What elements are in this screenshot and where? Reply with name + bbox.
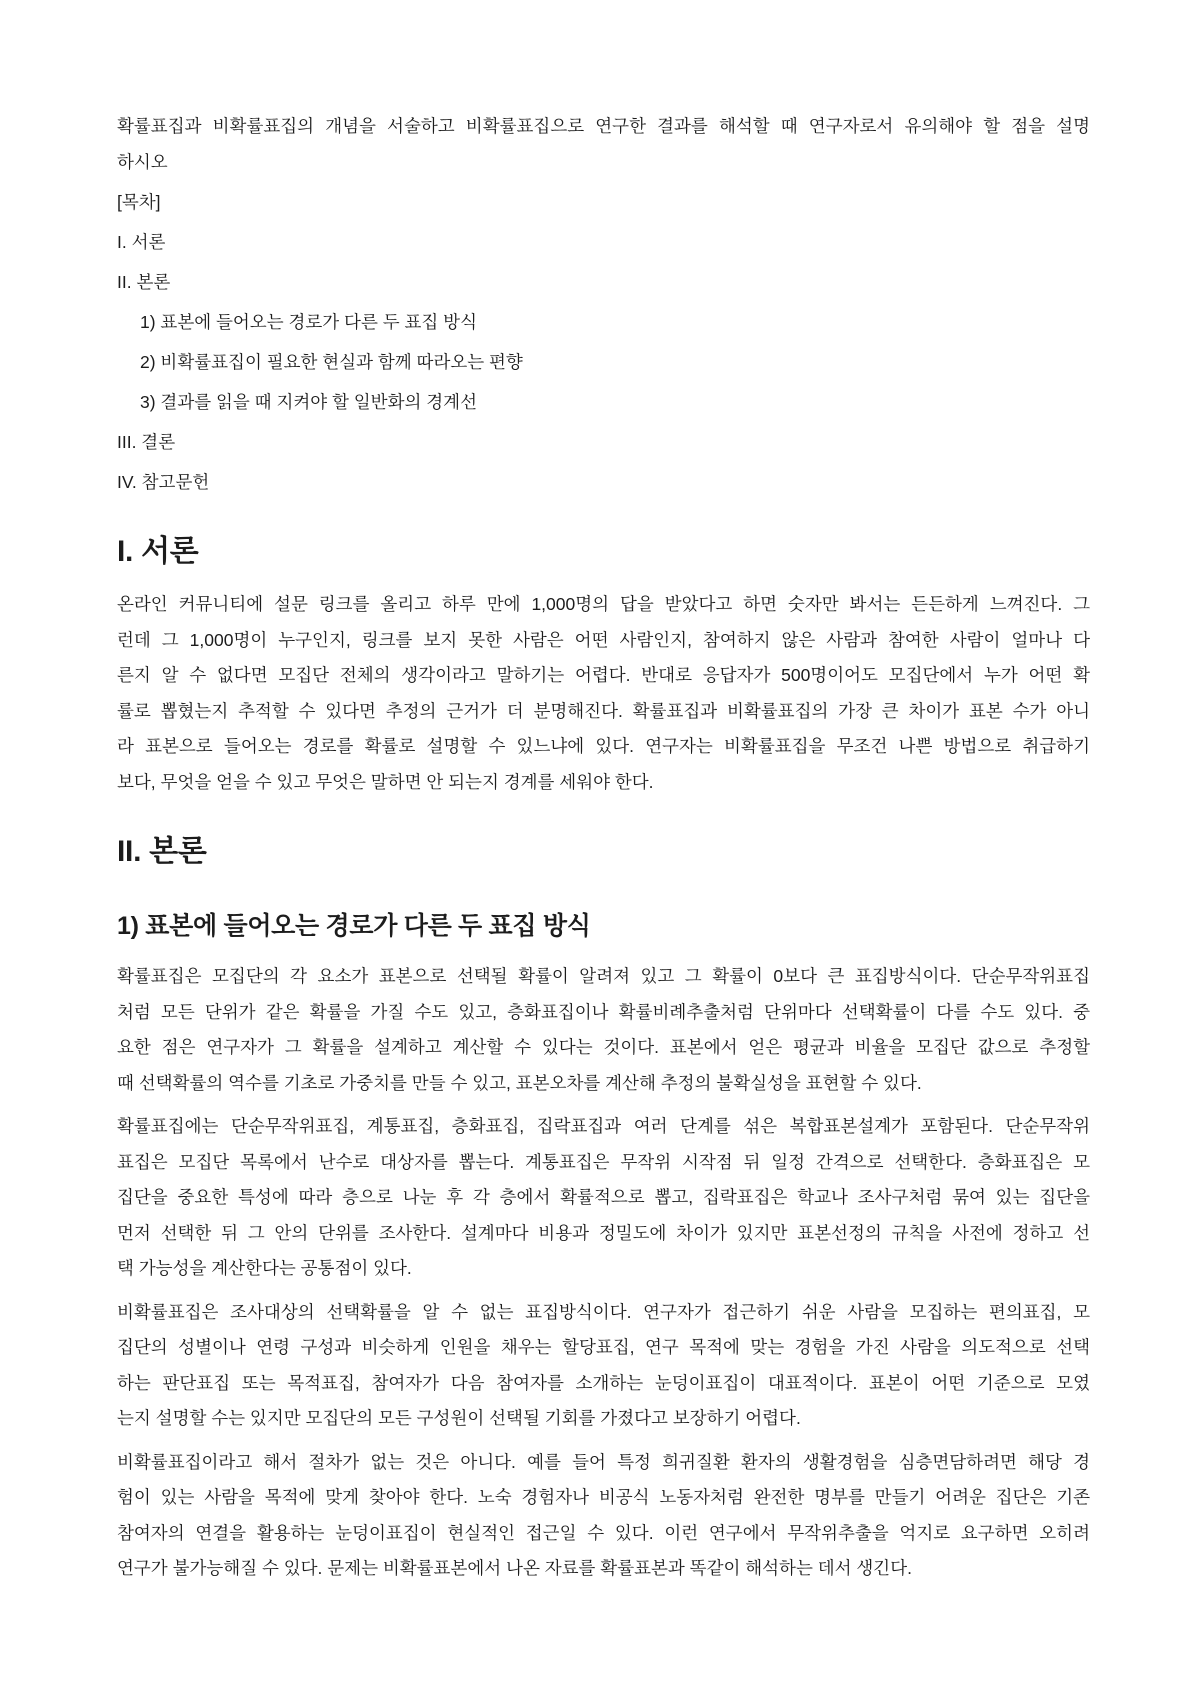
toc-item-text: II. 본론 — [117, 271, 171, 292]
text-line: 택 가능성을 계산한다는 공통점이 있다. — [117, 1258, 412, 1278]
text-line: 온라인 커뮤니티에 설문 링크를 올리고 하루 만에 1,000명의 답을 받았다고 하면 숫자만 봐서는 든든하게 느껴진다. 그 — [117, 594, 1090, 614]
text-line: 참여자의 연결을 활용하는 눈덩이표집이 현실적인 접근일 수 있다. 이런 연구에서 무작위추출을 억지로 요구하면 오히려 — [117, 1522, 1090, 1543]
toc-item — [117, 465, 1090, 501]
section-heading-body: II. 본론 — [117, 835, 207, 868]
body-paragraph — [117, 1295, 1090, 1437]
prompt-line: 확률표집과 비확률표집의 개념을 서술하고 비확률표집으로 연구한 결과를 해석할 때 연구자로서 유의해야 할 점을 설명 — [117, 116, 1090, 136]
text-line: 하는 판단표집 또는 목적표집, 참여자가 다음 참여자를 소개하는 눈덩이표집이 대표적이다. 표본이 어떤 기준으로 모였 — [117, 1372, 1090, 1393]
toc-item-text: I. 서론 — [117, 231, 166, 252]
toc-subitem-text: 1) 표본에 들어오는 경로가 다른 두 표집 방식 — [140, 311, 477, 332]
essay-prompt — [117, 109, 1090, 180]
text-line: 른지 알 수 없다면 모집단 전체의 생각이라고 말하기는 어렵다. 반대로 응답자가 500명이어도 모집단에서 누가 어떤 확 — [117, 665, 1090, 685]
toc-item — [117, 425, 1090, 461]
text-line: 때 선택확률의 역수를 기초로 가중치를 만들 수 있고, 표본오차를 계산해 추정의 불확실성을 표현할 수 있다. — [117, 1072, 922, 1093]
text-line: 집단의 성별이나 연령 구성과 비슷하게 인원을 채우는 할당표집, 연구 목적에 맞는 경험을 가진 사람을 의도적으로 선택 — [117, 1337, 1090, 1357]
toc-label-text: [목차] — [117, 191, 161, 212]
text-line: 라 표본으로 들어오는 경로를 확률로 설명할 수 있느냐에 있다. 연구자는 비확률표집을 무조건 나쁜 방법으로 취급하기 — [117, 736, 1090, 756]
text-line: 연구가 불가능해질 수 있다. 문제는 비확률표본에서 나온 자료를 확률표본과 똑같이 해석하는 데서 생긴다. — [117, 1558, 912, 1578]
toc-item — [117, 265, 1090, 301]
intro-paragraph — [117, 587, 1090, 800]
text-line: 는지 설명할 수는 있지만 모집단의 모든 구성원이 선택될 기회를 가졌다고 보장하기 어렵다. — [117, 1408, 801, 1428]
text-line: 비확률표집은 조사대상의 선택확률을 알 수 없는 표집방식이다. 연구자가 접근하기 쉬운 사람을 모집하는 편의표집, 모 — [117, 1301, 1090, 1322]
toc-item-text: III. 결론 — [117, 431, 176, 452]
toc-subitem — [117, 345, 1090, 381]
body-paragraph — [117, 959, 1090, 1101]
toc-subitem — [117, 305, 1090, 341]
toc-subitem-text: 3) 결과를 읽을 때 지켜야 할 일반화의 경계선 — [140, 391, 477, 412]
section-heading-intro: I. 서론 — [117, 535, 199, 568]
text-line: 확률표집에는 단순무작위표집, 계통표집, 층화표집, 집락표집과 여러 단계를 섞은 복합표본설계가 포함된다. 단순무작위 — [117, 1116, 1090, 1136]
toc-subitem — [117, 385, 1090, 421]
toc-label — [117, 185, 1090, 221]
document-content — [117, 109, 1090, 1587]
text-line: 험이 있는 사람을 목적에 맞게 찾아야 한다. 노숙 경험자나 비공식 노동자처럼 완전한 명부를 만들기 어려운 집단은 기존 — [117, 1487, 1090, 1507]
text-line: 보다, 무엇을 얻을 수 있고 무엇은 말하면 안 되는지 경계를 세워야 한다. — [117, 771, 654, 792]
toc-item-text: IV. 참고문헌 — [117, 471, 210, 492]
body-paragraph — [117, 1109, 1090, 1287]
toc-item — [117, 225, 1090, 261]
text-line: 집단을 중요한 특성에 따라 층으로 나눈 후 각 층에서 확률적으로 뽑고, 집락표집은 학교나 조사구처럼 묶여 있는 집단을 — [117, 1187, 1090, 1207]
text-line: 런데 그 1,000명이 누구인지, 링크를 보지 못한 사람은 어떤 사람인지, 참여하지 않은 사람과 참여한 사람이 얼마나 다 — [117, 629, 1090, 650]
toc-subitem-text: 2) 비확률표집이 필요한 현실과 함께 따라오는 편향 — [140, 351, 523, 372]
text-line: 먼저 선택한 뒤 그 안의 단위를 조사한다. 설계마다 비용과 정밀도에 차이가 있지만 표본선정의 규칙을 사전에 정하고 선 — [117, 1222, 1090, 1243]
text-line: 표집은 모집단 목록에서 난수로 대상자를 뽑는다. 계통표집은 무작위 시작점 뒤 일정 간격으로 선택한다. 층화표집은 모 — [117, 1151, 1090, 1172]
text-line: 요한 점은 연구자가 그 확률을 설계하고 계산할 수 있다는 것이다. 표본에서 얻은 평균과 비율을 모집단 값으로 추정할 — [117, 1037, 1090, 1057]
text-line: 처럼 모든 단위가 같은 확률을 가질 수도 있고, 층화표집이나 확률비례추출처럼 단위마다 선택확률이 다를 수도 있다. 중 — [117, 1001, 1090, 1022]
prompt-line: 하시오 — [117, 151, 168, 172]
body-paragraph — [117, 1445, 1090, 1587]
text-line: 률로 뽑혔는지 추적할 수 있다면 추정의 근거가 더 분명해진다. 확률표집과 비확률표집의 가장 큰 차이가 표본 수가 아니 — [117, 700, 1090, 721]
text-line: 확률표집은 모집단의 각 요소가 표본으로 선택될 확률이 알려져 있고 그 확률이 0보다 큰 표집방식이다. 단순무작위표집 — [117, 966, 1090, 986]
text-line: 비확률표집이라고 해서 절차가 없는 것은 아니다. 예를 들어 특정 희귀질환 환자의 생활경험을 심층면담하려면 해당 경 — [117, 1451, 1090, 1472]
subsection-heading: 1) 표본에 들어오는 경로가 다른 두 표집 방식 — [117, 912, 591, 940]
